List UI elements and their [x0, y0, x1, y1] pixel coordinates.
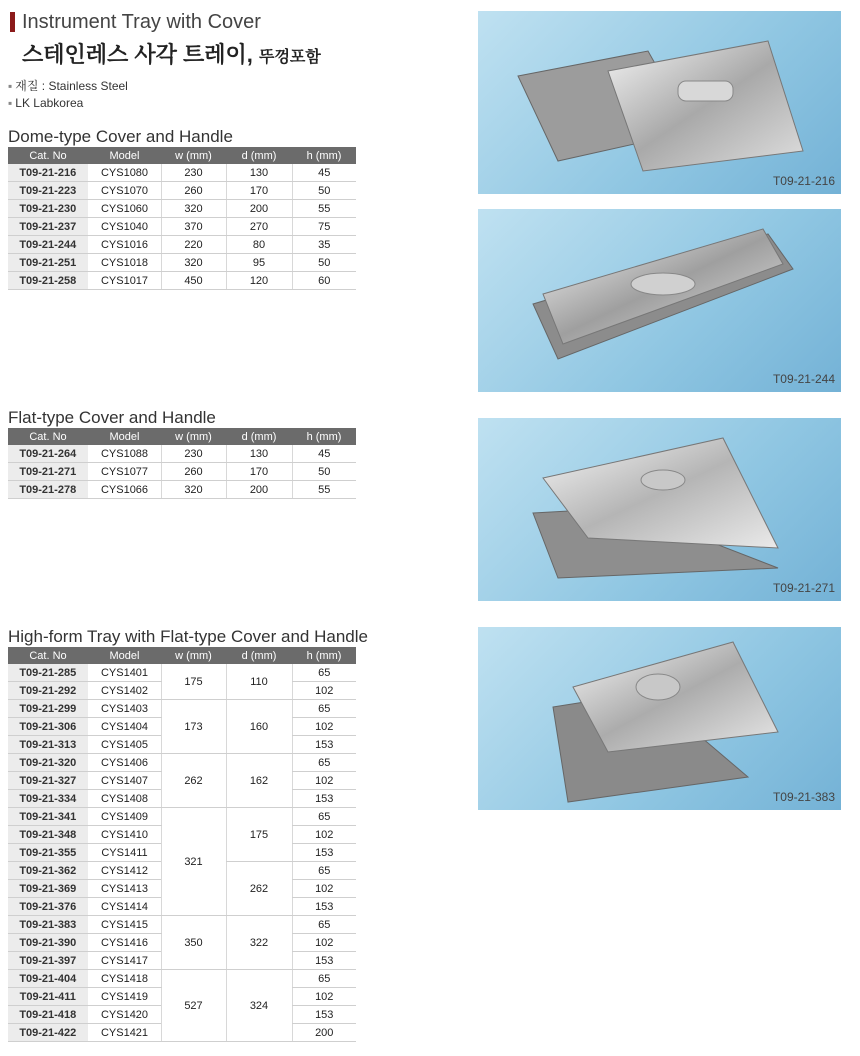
flat-table: [8, 428, 356, 499]
value-cell: 260: [161, 182, 226, 200]
table-row: [8, 916, 356, 934]
cat-no-cell: T09-21-278: [8, 481, 88, 499]
table-row: [8, 236, 356, 254]
column-header: h (mm): [292, 147, 356, 164]
column-header: d (mm): [226, 147, 292, 164]
table-row: [8, 664, 356, 682]
height-cell: 153: [292, 736, 356, 754]
high-section-title: High-form Tray with Flat-type Cover and Handle: [8, 627, 368, 646]
cat-no-cell: T09-21-258: [8, 272, 88, 290]
table-header-row: [8, 428, 356, 445]
tray-highform-illustration: [478, 627, 841, 810]
width-cell: 262: [161, 754, 226, 808]
value-cell: CYS1080: [88, 164, 161, 182]
height-cell: 65: [292, 970, 356, 988]
cat-no-cell: T09-21-334: [8, 790, 88, 808]
bullet-icon: ▪: [8, 96, 13, 110]
value-cell: CYS1018: [88, 254, 161, 272]
photo-label: T09-21-244: [772, 372, 835, 386]
value-cell: 320: [161, 481, 226, 499]
value-cell: 45: [292, 445, 356, 463]
height-cell: 65: [292, 754, 356, 772]
model-cell: CYS1405: [88, 736, 161, 754]
cat-no-cell: T09-21-230: [8, 200, 88, 218]
cat-no-cell: T09-21-292: [8, 682, 88, 700]
value-cell: 260: [161, 463, 226, 481]
tray-dome-illustration: [478, 11, 841, 194]
depth-cell: 110: [226, 664, 292, 700]
width-cell: 527: [161, 970, 226, 1042]
height-cell: 65: [292, 916, 356, 934]
value-cell: CYS1017: [88, 272, 161, 290]
model-cell: CYS1410: [88, 826, 161, 844]
model-cell: CYS1413: [88, 880, 161, 898]
table-row: [8, 200, 356, 218]
cat-no-cell: T09-21-383: [8, 916, 88, 934]
cat-no-cell: T09-21-320: [8, 754, 88, 772]
value-cell: 450: [161, 272, 226, 290]
height-cell: 153: [292, 844, 356, 862]
value-cell: 170: [226, 463, 292, 481]
title-accent-bar: [10, 12, 15, 32]
table-row: [8, 700, 356, 718]
value-cell: 75: [292, 218, 356, 236]
photo-label: T09-21-271: [772, 581, 835, 595]
value-cell: 320: [161, 200, 226, 218]
product-photo: [478, 418, 841, 601]
value-cell: 170: [226, 182, 292, 200]
height-cell: 153: [292, 952, 356, 970]
table-row: [8, 463, 356, 481]
column-header: w (mm): [161, 647, 226, 664]
model-cell: CYS1409: [88, 808, 161, 826]
value-cell: 80: [226, 236, 292, 254]
value-cell: 95: [226, 254, 292, 272]
table-header-row: [8, 647, 356, 664]
model-cell: CYS1412: [88, 862, 161, 880]
cat-no-cell: T09-21-369: [8, 880, 88, 898]
model-cell: CYS1402: [88, 682, 161, 700]
spec-material: [8, 77, 128, 94]
table-row: [8, 808, 356, 826]
table-row: [8, 481, 356, 499]
value-cell: 60: [292, 272, 356, 290]
model-cell: CYS1408: [88, 790, 161, 808]
depth-cell: 175: [226, 808, 292, 862]
cat-no-cell: T09-21-390: [8, 934, 88, 952]
value-cell: CYS1088: [88, 445, 161, 463]
product-photo: [478, 209, 841, 392]
model-cell: CYS1415: [88, 916, 161, 934]
value-cell: 130: [226, 445, 292, 463]
value-cell: 220: [161, 236, 226, 254]
depth-cell: 160: [226, 700, 292, 754]
table-header-row: [8, 147, 356, 164]
cat-no-cell: T09-21-313: [8, 736, 88, 754]
height-cell: 102: [292, 682, 356, 700]
title-kr-main: 스테인레스 사각 트레이,: [22, 42, 253, 67]
value-cell: CYS1070: [88, 182, 161, 200]
column-header: h (mm): [292, 428, 356, 445]
tray-dome-illustration: [478, 209, 841, 392]
column-header: Model: [88, 647, 161, 664]
value-cell: 200: [226, 200, 292, 218]
cat-no-cell: T09-21-216: [8, 164, 88, 182]
height-cell: 102: [292, 880, 356, 898]
model-cell: CYS1417: [88, 952, 161, 970]
material-text: 재질 : Stainless Steel: [15, 79, 128, 93]
table-row: [8, 970, 356, 988]
photo-label: T09-21-383: [772, 790, 835, 804]
height-cell: 153: [292, 1006, 356, 1024]
height-cell: 200: [292, 1024, 356, 1042]
cat-no-cell: T09-21-404: [8, 970, 88, 988]
value-cell: CYS1016: [88, 236, 161, 254]
cat-no-cell: T09-21-223: [8, 182, 88, 200]
height-cell: 65: [292, 808, 356, 826]
column-header: Model: [88, 147, 161, 164]
flat-section-title: Flat-type Cover and Handle: [8, 408, 216, 427]
height-cell: 153: [292, 790, 356, 808]
model-cell: CYS1403: [88, 700, 161, 718]
tray-flat-illustration: [478, 418, 841, 601]
table-row: [8, 272, 356, 290]
value-cell: 370: [161, 218, 226, 236]
dome-table: [8, 147, 356, 290]
column-header: h (mm): [292, 647, 356, 664]
height-cell: 102: [292, 772, 356, 790]
value-cell: 50: [292, 254, 356, 272]
model-cell: CYS1404: [88, 718, 161, 736]
value-cell: 35: [292, 236, 356, 254]
value-cell: 55: [292, 200, 356, 218]
model-cell: CYS1401: [88, 664, 161, 682]
cat-no-cell: T09-21-355: [8, 844, 88, 862]
height-cell: 65: [292, 862, 356, 880]
model-cell: CYS1421: [88, 1024, 161, 1042]
product-photo: [478, 11, 841, 194]
cat-no-cell: T09-21-237: [8, 218, 88, 236]
cat-no-cell: T09-21-411: [8, 988, 88, 1006]
width-cell: 175: [161, 664, 226, 700]
height-cell: 102: [292, 988, 356, 1006]
spec-brand: [8, 96, 83, 110]
column-header: Cat. No: [8, 147, 88, 164]
column-header: Cat. No: [8, 428, 88, 445]
bullet-icon: ▪: [8, 79, 13, 93]
model-cell: CYS1406: [88, 754, 161, 772]
cat-no-cell: T09-21-418: [8, 1006, 88, 1024]
cat-no-cell: T09-21-285: [8, 664, 88, 682]
height-cell: 102: [292, 826, 356, 844]
value-cell: 50: [292, 182, 356, 200]
table-row: [8, 254, 356, 272]
table-row: [8, 754, 356, 772]
cat-no-cell: T09-21-397: [8, 952, 88, 970]
height-cell: 153: [292, 898, 356, 916]
model-cell: CYS1418: [88, 970, 161, 988]
table-row: [8, 445, 356, 463]
column-header: d (mm): [226, 428, 292, 445]
model-cell: CYS1419: [88, 988, 161, 1006]
cat-no-cell: T09-21-271: [8, 463, 88, 481]
page-title-en: Instrument Tray with Cover: [22, 11, 261, 33]
column-header: Model: [88, 428, 161, 445]
value-cell: 230: [161, 164, 226, 182]
column-header: w (mm): [161, 147, 226, 164]
cat-no-cell: T09-21-422: [8, 1024, 88, 1042]
value-cell: 120: [226, 272, 292, 290]
column-header: d (mm): [226, 647, 292, 664]
height-cell: 65: [292, 700, 356, 718]
high-table: [8, 647, 356, 1042]
dome-section-title: Dome-type Cover and Handle: [8, 127, 233, 146]
cat-no-cell: T09-21-244: [8, 236, 88, 254]
value-cell: CYS1060: [88, 200, 161, 218]
cat-no-cell: T09-21-362: [8, 862, 88, 880]
width-cell: 321: [161, 808, 226, 916]
page-title-kr: [22, 38, 321, 69]
cat-no-cell: T09-21-264: [8, 445, 88, 463]
model-cell: CYS1414: [88, 898, 161, 916]
product-photo: [478, 627, 841, 810]
height-cell: 102: [292, 934, 356, 952]
cat-no-cell: T09-21-376: [8, 898, 88, 916]
value-cell: 45: [292, 164, 356, 182]
table-row: [8, 164, 356, 182]
depth-cell: 162: [226, 754, 292, 808]
model-cell: CYS1407: [88, 772, 161, 790]
value-cell: CYS1040: [88, 218, 161, 236]
table-row: [8, 218, 356, 236]
height-cell: 102: [292, 718, 356, 736]
model-cell: CYS1411: [88, 844, 161, 862]
depth-cell: 262: [226, 862, 292, 916]
value-cell: 200: [226, 481, 292, 499]
model-cell: CYS1416: [88, 934, 161, 952]
value-cell: CYS1066: [88, 481, 161, 499]
cat-no-cell: T09-21-251: [8, 254, 88, 272]
cat-no-cell: T09-21-327: [8, 772, 88, 790]
cat-no-cell: T09-21-306: [8, 718, 88, 736]
value-cell: CYS1077: [88, 463, 161, 481]
depth-cell: 322: [226, 916, 292, 970]
photo-label: T09-21-216: [772, 174, 835, 188]
depth-cell: 324: [226, 970, 292, 1042]
value-cell: 55: [292, 481, 356, 499]
title-kr-sub: 뚜껑포함: [258, 49, 321, 66]
cat-no-cell: T09-21-348: [8, 826, 88, 844]
value-cell: 320: [161, 254, 226, 272]
table-row: [8, 182, 356, 200]
model-cell: CYS1420: [88, 1006, 161, 1024]
height-cell: 65: [292, 664, 356, 682]
width-cell: 350: [161, 916, 226, 970]
column-header: Cat. No: [8, 647, 88, 664]
cat-no-cell: T09-21-299: [8, 700, 88, 718]
brand-text: LK Labkorea: [15, 96, 84, 110]
value-cell: 230: [161, 445, 226, 463]
value-cell: 50: [292, 463, 356, 481]
value-cell: 270: [226, 218, 292, 236]
width-cell: 173: [161, 700, 226, 754]
column-header: w (mm): [161, 428, 226, 445]
value-cell: 130: [226, 164, 292, 182]
cat-no-cell: T09-21-341: [8, 808, 88, 826]
